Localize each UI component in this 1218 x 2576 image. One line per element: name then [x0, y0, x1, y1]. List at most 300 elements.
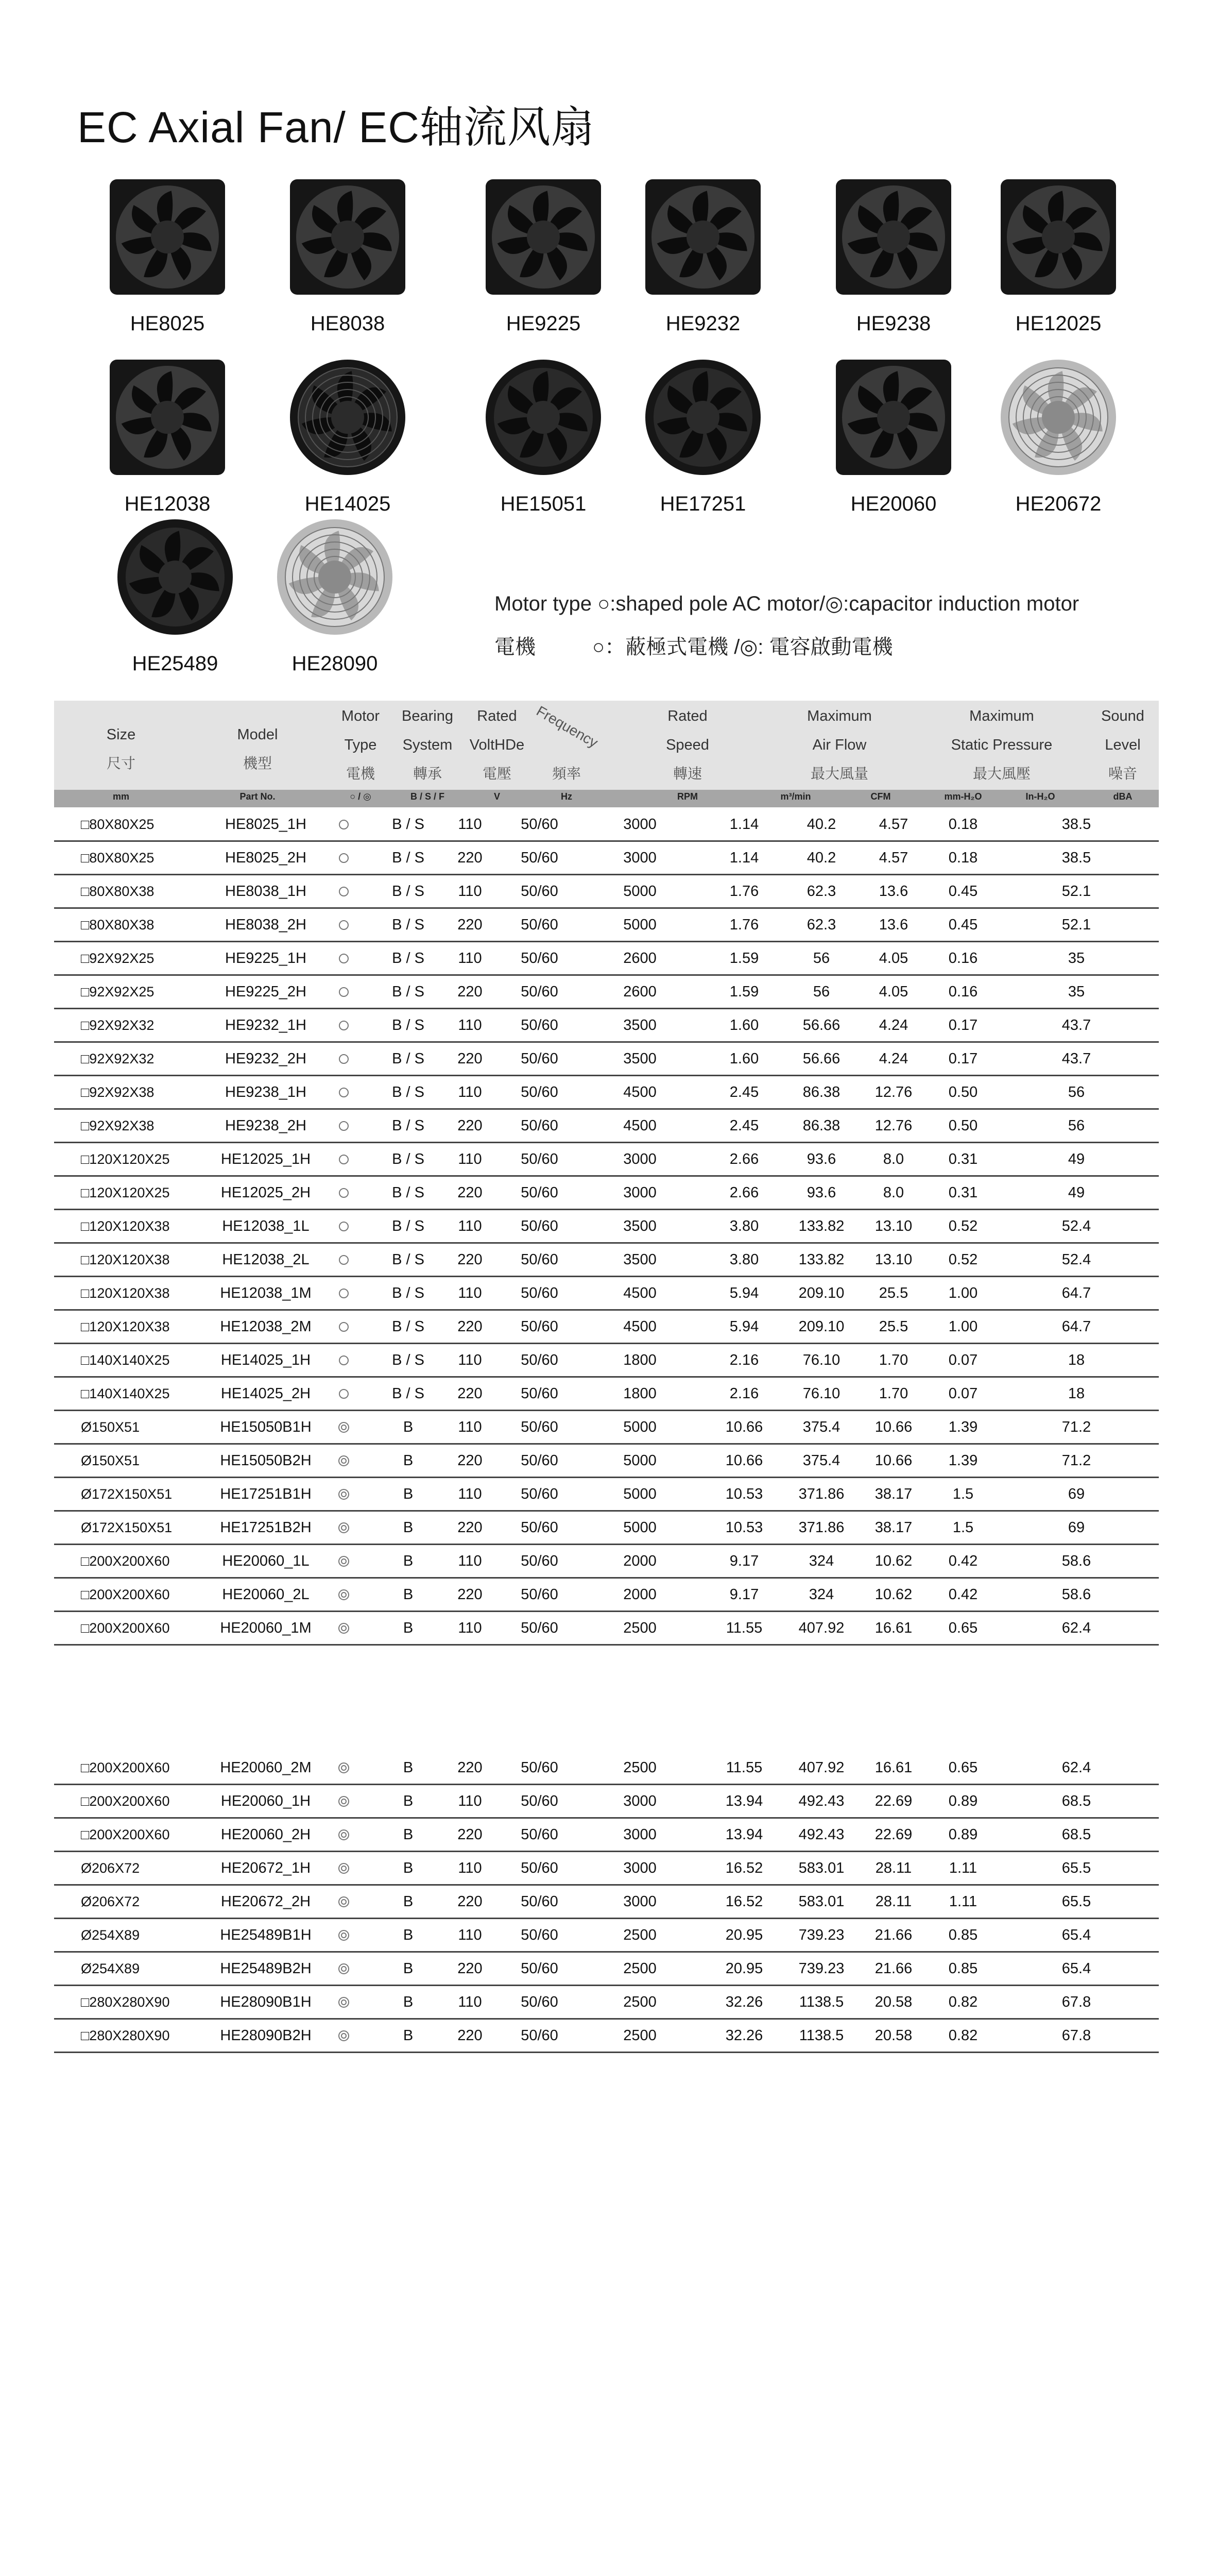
- product-he20060: [816, 355, 971, 516]
- cell-size: □140X140X25: [54, 1344, 220, 1377]
- cell-m3min: 20.95: [700, 1919, 788, 1952]
- cell-speed: 3000: [579, 1818, 700, 1852]
- cell-inh2o: 0.07: [932, 1377, 994, 1411]
- cell-m3min: 2.66: [700, 1176, 788, 1210]
- cell-inh2o: 0.89: [932, 1785, 994, 1818]
- cell-volt: 220: [440, 1444, 500, 1478]
- cell-size: Ø172X150X51: [54, 1511, 220, 1545]
- header-airflow: Maximum Air Flow 最大風量: [807, 708, 872, 782]
- cell-cfm: 583.01: [788, 1852, 855, 1885]
- cell-dba: 58.6: [994, 1545, 1159, 1578]
- cell-cfm: 492.43: [788, 1818, 855, 1852]
- cell-m3min: 13.94: [700, 1785, 788, 1818]
- cell-motor: [312, 1277, 376, 1310]
- cell-motor: [312, 1310, 376, 1344]
- cell-cfm: 209.10: [788, 1310, 855, 1344]
- cell-freq: 50/60: [500, 1076, 579, 1109]
- cell-mmh2o: 25.5: [855, 1310, 932, 1344]
- cell-cfm: 56: [788, 975, 855, 1009]
- cell-size: Ø172X150X51: [54, 1478, 220, 1511]
- cell-size: □80X80X25: [54, 841, 220, 875]
- table-row: [54, 1277, 1159, 1310]
- cell-freq: 50/60: [500, 1310, 579, 1344]
- cell-bearing: B: [376, 1411, 440, 1444]
- cell-model: HE9225_2H: [220, 975, 312, 1009]
- cell-mmh2o: 13.6: [855, 908, 932, 942]
- shaded-pole-icon: [339, 1021, 349, 1030]
- cell-cfm: 62.3: [788, 908, 855, 942]
- cell-volt: 220: [440, 841, 500, 875]
- cell-volt: 110: [440, 1986, 500, 2019]
- cell-dba: 49: [994, 1176, 1159, 1210]
- cell-bearing: B / S: [376, 1310, 440, 1344]
- cell-mmh2o: 38.17: [855, 1511, 932, 1545]
- cell-m3min: 1.60: [700, 1009, 788, 1042]
- cell-bearing: B / S: [376, 975, 440, 1009]
- unit-bearing: B / S / F: [410, 791, 444, 802]
- cell-bearing: B / S: [376, 1377, 440, 1411]
- cell-model: HE12025_2H: [220, 1176, 312, 1210]
- cell-freq: 50/60: [500, 2019, 579, 2053]
- fan-image-icon: [270, 175, 425, 299]
- cell-speed: 5000: [579, 1511, 700, 1545]
- table-row: [54, 1243, 1159, 1277]
- cell-dba: 68.5: [994, 1785, 1159, 1818]
- cell-inh2o: 0.65: [932, 1752, 994, 1785]
- cell-model: HE9238_2H: [220, 1109, 312, 1143]
- cell-freq: 50/60: [500, 1377, 579, 1411]
- cell-volt: 110: [440, 1612, 500, 1645]
- cell-bearing: B / S: [376, 841, 440, 875]
- cell-bearing: B: [376, 1986, 440, 2019]
- cell-size: □120X120X38: [54, 1277, 220, 1310]
- cell-freq: 50/60: [500, 808, 579, 841]
- table-row: [54, 1411, 1159, 1444]
- legend-prefix-cn: 電機: [494, 636, 536, 658]
- cell-cfm: 62.3: [788, 875, 855, 908]
- cell-dba: 56: [994, 1076, 1159, 1109]
- cell-speed: 3000: [579, 1785, 700, 1818]
- cell-mmh2o: 13.10: [855, 1243, 932, 1277]
- cell-dba: 52.4: [994, 1243, 1159, 1277]
- cell-m3min: 9.17: [700, 1578, 788, 1612]
- cell-cfm: 407.92: [788, 1612, 855, 1645]
- cell-motor: [312, 1919, 376, 1952]
- cell-dba: 67.8: [994, 2019, 1159, 2053]
- table-row: [54, 1752, 1159, 1785]
- cell-size: □120X120X25: [54, 1176, 220, 1210]
- legend-line-en: [494, 582, 1079, 625]
- cell-freq: 50/60: [500, 1885, 579, 1919]
- cell-model: HE15050B1H: [220, 1411, 312, 1444]
- product-he12038: [90, 355, 245, 516]
- cell-mmh2o: 10.66: [855, 1411, 932, 1444]
- shaded-pole-icon: [339, 1389, 349, 1399]
- cell-cfm: 40.2: [788, 808, 855, 841]
- product-name: HE12038: [124, 493, 211, 515]
- cell-speed: 1800: [579, 1344, 700, 1377]
- cell-size: Ø206X72: [54, 1852, 220, 1885]
- cell-freq: 50/60: [500, 942, 579, 975]
- cell-model: HE9238_1H: [220, 1076, 312, 1109]
- cell-size: □92X92X38: [54, 1076, 220, 1109]
- cell-cfm: 56.66: [788, 1042, 855, 1076]
- cell-size: □200X200X60: [54, 1612, 220, 1645]
- cell-model: HE9232_1H: [220, 1009, 312, 1042]
- cell-m3min: 1.59: [700, 942, 788, 975]
- cell-speed: 4500: [579, 1076, 700, 1109]
- cell-motor: [312, 1612, 376, 1645]
- cell-speed: 3000: [579, 1176, 700, 1210]
- header-model: Model 機型: [237, 726, 278, 771]
- cell-m3min: 2.66: [700, 1143, 788, 1176]
- cell-m3min: 9.17: [700, 1545, 788, 1578]
- cell-size: □92X92X38: [54, 1109, 220, 1143]
- fan-image-icon: [981, 175, 1136, 299]
- cell-motor: [312, 1411, 376, 1444]
- table-row: [54, 1545, 1159, 1578]
- capacitor-icon: [338, 1963, 349, 1974]
- cell-bearing: B / S: [376, 1277, 440, 1310]
- cell-mmh2o: 4.57: [855, 841, 932, 875]
- cell-inh2o: 0.85: [932, 1919, 994, 1952]
- shaded-pole-icon: [339, 1188, 349, 1198]
- table-row: [54, 975, 1159, 1009]
- cell-inh2o: 0.31: [932, 1176, 994, 1210]
- fan-image-icon: [466, 175, 621, 299]
- cell-motor: [312, 1377, 376, 1411]
- cell-size: Ø150X51: [54, 1444, 220, 1478]
- cell-speed: 5000: [579, 875, 700, 908]
- cell-volt: 110: [440, 942, 500, 975]
- cell-cfm: 86.38: [788, 1109, 855, 1143]
- cell-inh2o: 1.5: [932, 1511, 994, 1545]
- shaded-pole-icon: [339, 1255, 349, 1265]
- cell-motor: [312, 1143, 376, 1176]
- cell-m3min: 2.45: [700, 1076, 788, 1109]
- cell-freq: 50/60: [500, 975, 579, 1009]
- cell-volt: 220: [440, 1578, 500, 1612]
- cell-volt: 220: [440, 908, 500, 942]
- cell-speed: 4500: [579, 1310, 700, 1344]
- cell-inh2o: 1.00: [932, 1277, 994, 1310]
- cell-dba: 52.1: [994, 875, 1159, 908]
- cell-freq: 50/60: [500, 1210, 579, 1243]
- shaded-pole-icon: [339, 1355, 349, 1365]
- cell-size: □80X80X25: [54, 808, 220, 841]
- unit-hz: Hz: [561, 791, 572, 802]
- cell-motor: [312, 1210, 376, 1243]
- cell-inh2o: 0.85: [932, 1952, 994, 1986]
- cell-inh2o: 0.17: [932, 1042, 994, 1076]
- header-sound: Sound Level 噪音: [1101, 708, 1144, 782]
- header-frequency: Frequency: [534, 703, 601, 751]
- capacitor-icon: [338, 1489, 349, 1500]
- cell-size: □140X140X25: [54, 1377, 220, 1411]
- cell-inh2o: 0.82: [932, 2019, 994, 2053]
- cell-m3min: 1.14: [700, 808, 788, 841]
- cell-m3min: 11.55: [700, 1612, 788, 1645]
- cell-model: HE12038_2L: [220, 1243, 312, 1277]
- capacitor-icon: [338, 1796, 349, 1807]
- cell-mmh2o: 20.58: [855, 2019, 932, 2053]
- cell-freq: 50/60: [500, 1143, 579, 1176]
- cell-speed: 2000: [579, 1578, 700, 1612]
- cell-m3min: 5.94: [700, 1277, 788, 1310]
- cell-m3min: 20.95: [700, 1952, 788, 1986]
- cell-bearing: B: [376, 1752, 440, 1785]
- cell-speed: 5000: [579, 1411, 700, 1444]
- table-row: [54, 1210, 1159, 1243]
- cell-bearing: B: [376, 1578, 440, 1612]
- cell-m3min: 2.16: [700, 1377, 788, 1411]
- cell-model: HE14025_2H: [220, 1377, 312, 1411]
- cell-m3min: 13.94: [700, 1818, 788, 1852]
- cell-mmh2o: 13.10: [855, 1210, 932, 1243]
- legend-prefix-en: Motor type: [494, 592, 598, 615]
- table-row: [54, 1444, 1159, 1478]
- shaded-pole-icon: [339, 1054, 349, 1064]
- cell-volt: 220: [440, 1952, 500, 1986]
- cell-cfm: 324: [788, 1578, 855, 1612]
- cell-motor: [312, 1009, 376, 1042]
- cell-volt: 220: [440, 1243, 500, 1277]
- capacitor-icon: [338, 1589, 349, 1600]
- cell-model: HE15050B2H: [220, 1444, 312, 1478]
- cell-size: □80X80X38: [54, 875, 220, 908]
- cell-cfm: 86.38: [788, 1076, 855, 1109]
- cell-inh2o: 0.52: [932, 1210, 994, 1243]
- cell-model: HE28090B1H: [220, 1986, 312, 2019]
- cell-dba: 56: [994, 1109, 1159, 1143]
- cell-model: HE12038_1M: [220, 1277, 312, 1310]
- table-row: [54, 808, 1159, 841]
- cell-motor: [312, 1478, 376, 1511]
- cell-mmh2o: 16.61: [855, 1612, 932, 1645]
- cell-size: □92X92X25: [54, 942, 220, 975]
- cell-inh2o: 0.16: [932, 975, 994, 1009]
- product-name: HE9232: [665, 312, 741, 335]
- cell-dba: 67.8: [994, 1986, 1159, 2019]
- cell-size: □80X80X38: [54, 908, 220, 942]
- unit-mmh2o: mm-H₂O: [944, 791, 982, 802]
- table-row: [54, 1919, 1159, 1952]
- cell-bearing: B: [376, 1545, 440, 1578]
- cell-cfm: 76.10: [788, 1344, 855, 1377]
- cell-motor: [312, 841, 376, 875]
- header-size: Size 尺寸: [106, 726, 136, 771]
- cell-size: Ø254X89: [54, 1919, 220, 1952]
- cell-m3min: 10.53: [700, 1478, 788, 1511]
- cell-freq: 50/60: [500, 1578, 579, 1612]
- cell-cfm: 371.86: [788, 1478, 855, 1511]
- product-name: HE15051: [500, 493, 587, 515]
- cell-dba: 71.2: [994, 1411, 1159, 1444]
- cell-mmh2o: 10.62: [855, 1545, 932, 1578]
- cell-volt: 220: [440, 1818, 500, 1852]
- product-name: HE8025: [130, 312, 205, 335]
- table-row: [54, 1852, 1159, 1885]
- cell-volt: 110: [440, 1545, 500, 1578]
- cell-dba: 65.4: [994, 1952, 1159, 1986]
- product-name: HE28090: [291, 652, 378, 675]
- cell-motor: [312, 1076, 376, 1109]
- cell-cfm: 375.4: [788, 1444, 855, 1478]
- cell-motor: [312, 1176, 376, 1210]
- cell-size: □200X200X60: [54, 1752, 220, 1785]
- cell-freq: 50/60: [500, 1444, 579, 1478]
- cell-inh2o: 0.50: [932, 1076, 994, 1109]
- cell-model: HE28090B2H: [220, 2019, 312, 2053]
- cell-mmh2o: 1.70: [855, 1344, 932, 1377]
- cell-model: HE20060_1L: [220, 1545, 312, 1578]
- cell-volt: 110: [440, 1785, 500, 1818]
- cell-motor: [312, 1785, 376, 1818]
- legend-shaded-pole: ○:shaped pole AC motor/: [597, 592, 826, 615]
- cell-volt: 220: [440, 1042, 500, 1076]
- cell-volt: 110: [440, 1277, 500, 1310]
- product-he8025: [90, 175, 245, 335]
- cell-freq: 50/60: [500, 1243, 579, 1277]
- cell-freq: 50/60: [500, 875, 579, 908]
- cell-speed: 3000: [579, 1852, 700, 1885]
- capacitor-icon: [338, 1896, 349, 1907]
- product-he25489: [98, 515, 252, 675]
- cell-freq: 50/60: [500, 908, 579, 942]
- product-name: HE8038: [310, 312, 385, 335]
- shaded-pole-icon: [339, 1322, 349, 1332]
- product-name: HE17251: [660, 493, 746, 515]
- cell-m3min: 10.66: [700, 1444, 788, 1478]
- legend-line-cn: [494, 625, 1079, 669]
- cell-bearing: B / S: [376, 1344, 440, 1377]
- cell-m3min: 2.16: [700, 1344, 788, 1377]
- product-name: HE9225: [506, 312, 581, 335]
- table-row: [54, 942, 1159, 975]
- cell-m3min: 10.66: [700, 1411, 788, 1444]
- cell-model: HE20060_2L: [220, 1578, 312, 1612]
- table-row: [54, 1952, 1159, 1986]
- cell-bearing: B: [376, 1885, 440, 1919]
- fan-image-icon: [626, 175, 780, 299]
- cell-bearing: B / S: [376, 942, 440, 975]
- fan-image-icon: [626, 355, 780, 479]
- shaded-pole-icon: [339, 887, 349, 896]
- cell-mmh2o: 38.17: [855, 1478, 932, 1511]
- table-row: [54, 908, 1159, 942]
- cell-mmh2o: 4.24: [855, 1009, 932, 1042]
- cell-volt: 110: [440, 1411, 500, 1444]
- shaded-pole-icon: [339, 954, 349, 963]
- cell-inh2o: 1.39: [932, 1444, 994, 1478]
- cell-dba: 68.5: [994, 1818, 1159, 1852]
- table-row: [54, 1042, 1159, 1076]
- cell-size: □200X200X60: [54, 1545, 220, 1578]
- cell-size: □280X280X90: [54, 2019, 220, 2053]
- capacitor-icon: [338, 1556, 349, 1567]
- cell-model: HE9225_1H: [220, 942, 312, 975]
- cell-m3min: 1.14: [700, 841, 788, 875]
- capacitor-icon: [338, 1762, 349, 1773]
- table-row: [54, 1612, 1159, 1645]
- cell-m3min: 5.94: [700, 1310, 788, 1344]
- cell-mmh2o: 28.11: [855, 1885, 932, 1919]
- cell-dba: 35: [994, 975, 1159, 1009]
- cell-volt: 110: [440, 1076, 500, 1109]
- cell-motor: [312, 1818, 376, 1852]
- shaded-pole-icon: [339, 853, 349, 863]
- cell-size: Ø150X51: [54, 1411, 220, 1444]
- fan-image-icon: [90, 175, 245, 299]
- cell-motor: [312, 1042, 376, 1076]
- cell-inh2o: 1.39: [932, 1411, 994, 1444]
- legend-capacitor: ◎:capacitor induction motor: [825, 592, 1079, 615]
- cell-m3min: 16.52: [700, 1852, 788, 1885]
- unit-inh2o: In-H₂O: [1025, 791, 1055, 802]
- cell-motor: [312, 1344, 376, 1377]
- cell-motor: [312, 1109, 376, 1143]
- motor-type-legend: [494, 582, 1079, 669]
- product-he12025: [981, 175, 1136, 335]
- capacitor-icon: [338, 1863, 349, 1874]
- cell-speed: 5000: [579, 908, 700, 942]
- shaded-pole-icon: [339, 1222, 349, 1231]
- cell-dba: 64.7: [994, 1310, 1159, 1344]
- cell-dba: 65.5: [994, 1885, 1159, 1919]
- fan-image-icon: [270, 355, 425, 479]
- unit-size: mm: [112, 791, 129, 802]
- product-he8038: [270, 175, 425, 335]
- cell-model: HE25489B2H: [220, 1952, 312, 1986]
- cell-size: □200X200X60: [54, 1785, 220, 1818]
- cell-freq: 50/60: [500, 1042, 579, 1076]
- cell-bearing: B / S: [376, 1076, 440, 1109]
- cell-speed: 4500: [579, 1109, 700, 1143]
- cell-mmh2o: 4.24: [855, 1042, 932, 1076]
- cell-mmh2o: 12.76: [855, 1109, 932, 1143]
- cell-bearing: B: [376, 1852, 440, 1885]
- cell-inh2o: 0.42: [932, 1545, 994, 1578]
- cell-cfm: 93.6: [788, 1143, 855, 1176]
- cell-freq: 50/60: [500, 1952, 579, 1986]
- cell-dba: 35: [994, 942, 1159, 975]
- product-he9225: [466, 175, 621, 335]
- cell-cfm: 56.66: [788, 1009, 855, 1042]
- cell-model: HE8038_1H: [220, 875, 312, 908]
- cell-bearing: B: [376, 1478, 440, 1511]
- cell-size: □280X280X90: [54, 1986, 220, 2019]
- cell-dba: 69: [994, 1478, 1159, 1511]
- cell-motor: [312, 942, 376, 975]
- cell-cfm: 739.23: [788, 1919, 855, 1952]
- cell-mmh2o: 8.0: [855, 1143, 932, 1176]
- cell-dba: 65.5: [994, 1852, 1159, 1885]
- cell-volt: 110: [440, 808, 500, 841]
- cell-bearing: B: [376, 1785, 440, 1818]
- product-name: HE12025: [1015, 312, 1102, 335]
- shaded-pole-icon: [339, 987, 349, 997]
- cell-inh2o: 0.50: [932, 1109, 994, 1143]
- table-row: [54, 1009, 1159, 1042]
- cell-model: HE12038_2M: [220, 1310, 312, 1344]
- cell-m3min: 1.59: [700, 975, 788, 1009]
- cell-bearing: B / S: [376, 1243, 440, 1277]
- cell-dba: 18: [994, 1344, 1159, 1377]
- cell-volt: 220: [440, 1885, 500, 1919]
- cell-size: □200X200X60: [54, 1578, 220, 1612]
- cell-dba: 38.5: [994, 841, 1159, 875]
- cell-dba: 52.4: [994, 1210, 1159, 1243]
